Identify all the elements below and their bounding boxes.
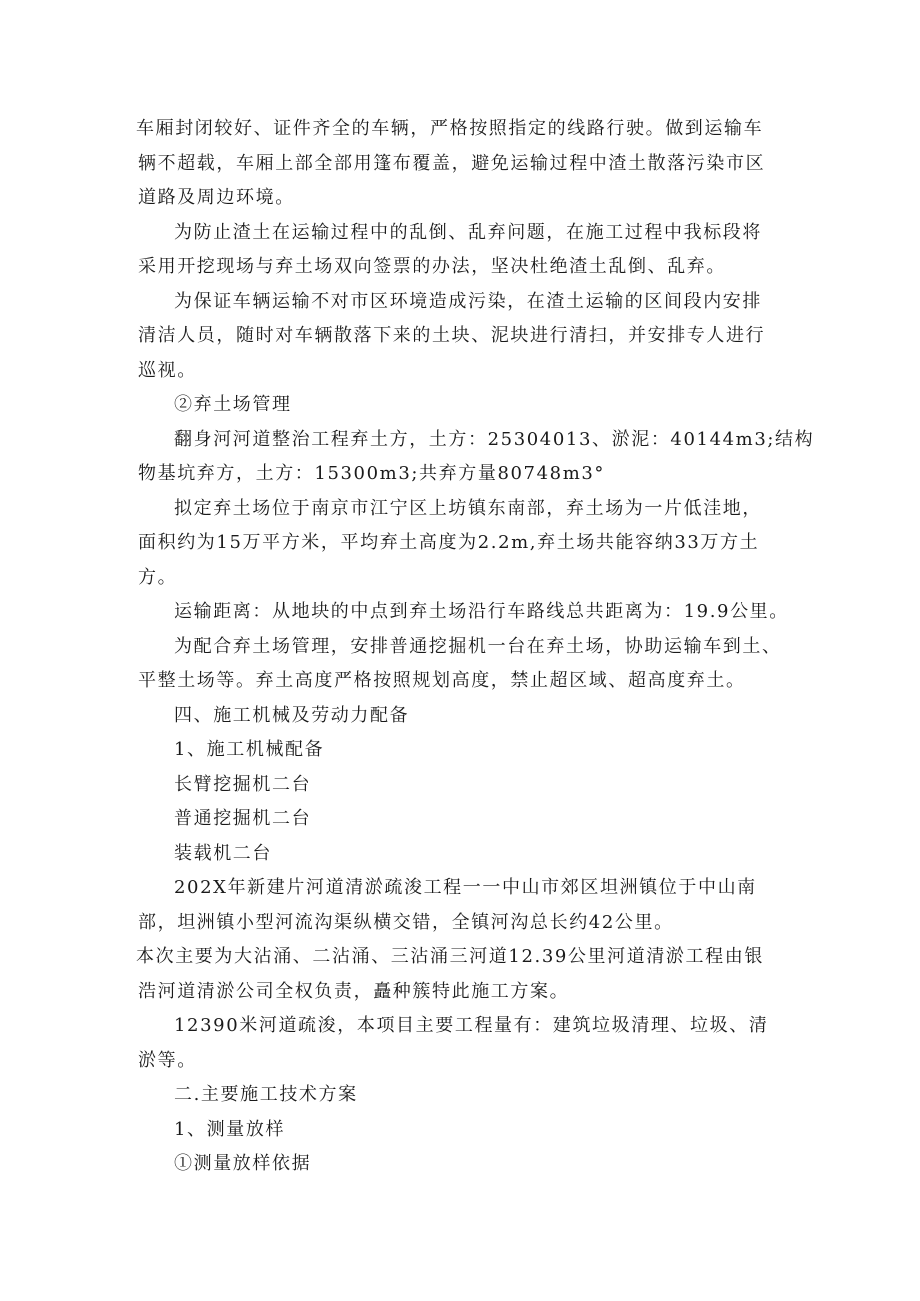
text-line: 为保证车辆运输不对市区环境造成污染，在渣土运输的区间段内安排 (174, 290, 762, 312)
text-line: ①测量放样依据 (174, 1153, 312, 1174)
text-line: 清洁人员，随时对车辆散落下来的土块、泥块进行清扫，并安排专人进行 (138, 325, 766, 346)
text-line: 采用开挖现场与弃土场双向签票的办法，坚决杜绝渣土乱倒、乱弃。 (138, 256, 726, 277)
paragraph-p12 (138, 802, 798, 837)
text-line: 普通挖掘机二台 (174, 808, 312, 829)
document-body (136, 112, 815, 1182)
text-line: 202X年新建片河道清淤疏浚工程一一中山市郊区坦洲镇位于中山南 (174, 877, 757, 898)
text-line: 1、测量放样 (174, 1118, 286, 1140)
paragraph-p3 (138, 285, 798, 389)
paragraph-p17 (138, 1078, 798, 1113)
text-line: 辆不超载，车厢上部全部用篷布覆盖，避免运输过程中渣土散落污染市区 (138, 152, 766, 174)
text-line: 平整土场等。弃土高度严格按照规划高度，禁止超区域、超高度弃土。 (138, 670, 746, 691)
text-line: 部，坦洲镇小型河流沟渠纵横交错，全镇河沟总长约42公里。 (138, 911, 674, 933)
text-line: 巡视。 (138, 359, 197, 381)
text-line: 车厢封闭较好、证件齐全的车辆，严格按照指定的线路行驶。做到运输车 (136, 118, 764, 139)
text-line: 本次主要为大沾涌、二沾涌、三沾涌三河道12.39公里河道清淤工程由银 (136, 946, 764, 967)
paragraph-p15 (138, 940, 798, 1009)
text-line: 运输距离：从地块的中点到弃土场沿行车路线总共距离为：19.9公里。 (174, 601, 789, 622)
paragraph-p5 (138, 423, 815, 492)
paragraph-p19 (138, 1147, 798, 1182)
paragraph-p4 (138, 388, 798, 423)
text-line: 12390米河道疏浚，本项目主要工程量有：建筑垃圾清理、垃圾、清 (174, 1015, 769, 1036)
paragraph-p10 (138, 733, 798, 768)
text-line: 为配合弃土场管理，安排普通挖掘机一台在弃土场，协助运输车到土、 (174, 635, 782, 657)
paragraph-p9 (138, 699, 798, 734)
paragraph-p18 (138, 1113, 798, 1148)
paragraph-p8 (138, 630, 798, 699)
text-line: 面积约为15万平方米，平均弃土高度为2.2m,弃土场共能容纳33万方土 (138, 532, 760, 553)
text-line: 方。 (138, 566, 178, 588)
text-line: 四、施工机械及劳动力配备 (174, 704, 410, 726)
text-line: 物基坑弃方，土方：15300m3;共弃方量80748m3° (138, 463, 606, 484)
paragraph-p7 (138, 595, 798, 630)
text-line: 浩河道清淤公司全权负责，矗种簇特此施工方案。 (138, 980, 570, 1002)
text-line: 装载机二台 (174, 842, 272, 864)
text-line: 长臂挖掘机二台 (174, 773, 312, 795)
paragraph-p13 (138, 837, 798, 872)
text-line: 道路及周边环境。 (138, 187, 295, 208)
text-line: 拟定弃土场位于南京市江宁区上坊镇东南部，弃土场为一片低洼地， (174, 497, 762, 519)
text-line: 淤等。 (138, 1049, 197, 1071)
text-line: 1、施工机械配备 (174, 739, 325, 760)
paragraph-p16 (138, 1009, 798, 1078)
paragraph-p11 (138, 768, 798, 803)
paragraph-p2 (138, 216, 798, 285)
paragraph-p6 (138, 492, 798, 596)
text-line: 为防止渣土在运输过程中的乱倒、乱弃问题，在施工过程中我标段将 (174, 221, 762, 243)
paragraph-p1 (138, 112, 798, 216)
text-line: 二.主要施工技术方案 (174, 1084, 358, 1105)
paragraph-p14 (138, 871, 798, 940)
text-line: 翻身河河道整治工程弃土方，土方：25304013、淤泥：40144m3;结构 (174, 428, 815, 450)
text-line: ②弃土场管理 (174, 394, 292, 415)
